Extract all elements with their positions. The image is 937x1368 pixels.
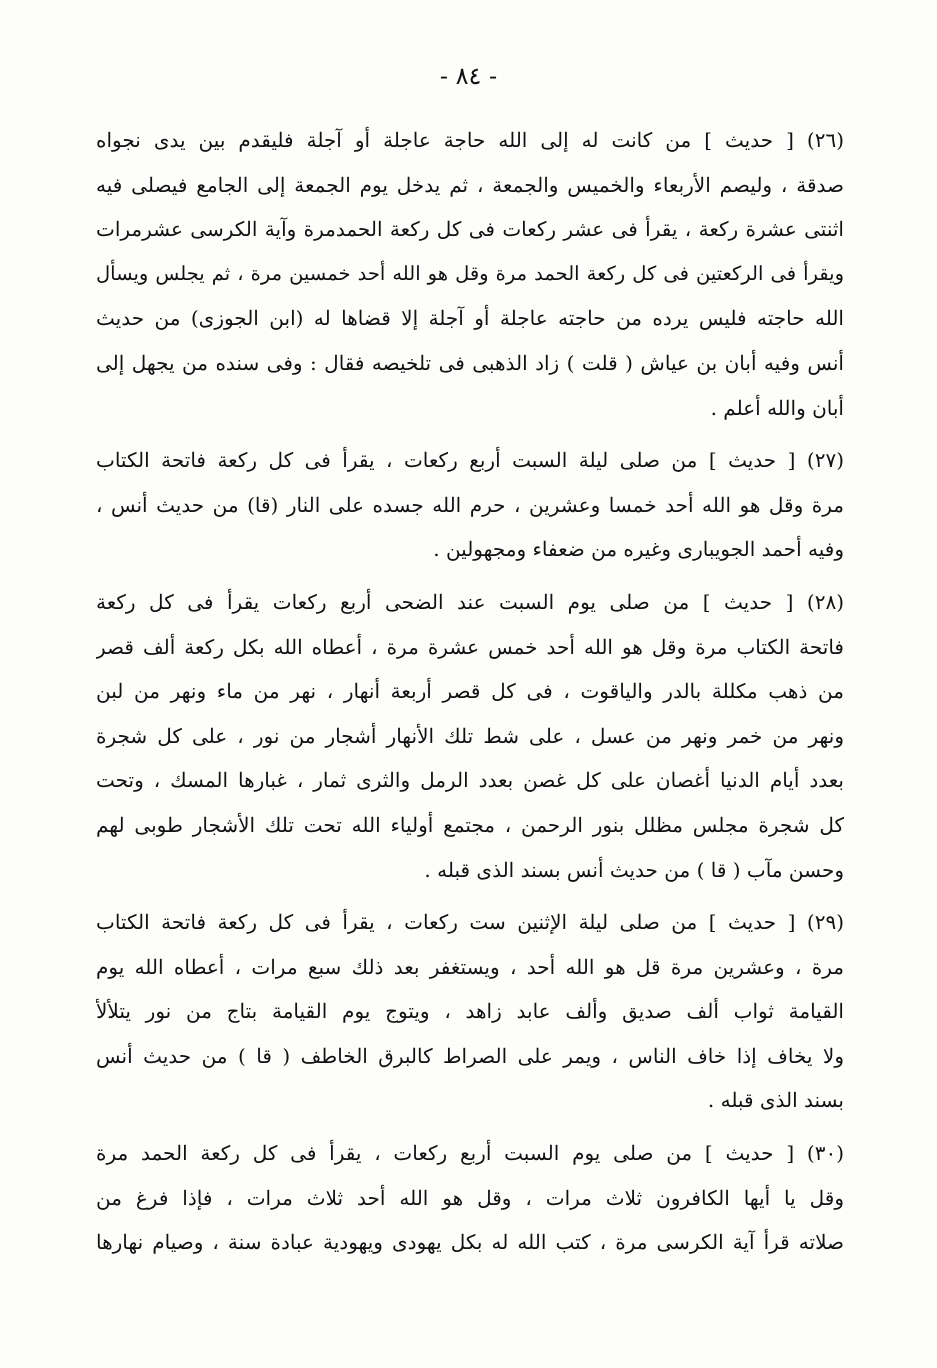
text-line: بسند الذى قبله . [707, 1088, 844, 1113]
text-line: بعدد أيام الدنيا أغصان على كل غصن بعدد الرمل والثرى ثمار ، غبارها المسك ، وتحت [96, 768, 844, 793]
paragraph-hadith-27 [96, 438, 844, 572]
text-line: وقل يا أيها الكافرون ثلاث مرات ، وقل هو الله أحد ثلاث مرات ، فإذا فرغ من [96, 1185, 844, 1210]
text-line: الله حاجته فليس يرده من حاجته عاجلة أو آجلة إلا قضاها له (ابن الجوزى) من حديث [96, 306, 844, 331]
page-number: - ٨٤ - [439, 62, 498, 90]
text-line: أبان والله أعلم . [710, 395, 844, 420]
text-body [96, 118, 844, 1273]
text-line: (٢٧) [ حديث ] من صلى ليلة السبت أربع ركعات ، يقرأ فى كل ركعة فاتحة الكتاب [96, 448, 844, 473]
text-line: القيامة ثواب ألف صديق وألف عابد زاهد ، ويتوج يوم القيامة بتاج من نور يتلألأ [96, 999, 844, 1024]
text-line: مرة وقل هو الله أحد خمسا وعشرين ، حرم الله جسده على النار (قا) من حديث أنس ، [96, 492, 844, 517]
text-line: (٢٩) [ حديث ] من صلى ليلة الإثنين ست ركعات ، يقرأ فى كل ركعة فاتحة الكتاب [96, 910, 844, 935]
text-line: (٣٠) [ حديث ] من صلى يوم السبت أربع ركعات ، يقرأ فى كل ركعة الحمد مرة [96, 1141, 844, 1166]
text-line: وفيه أحمد الجويبارى وغيره من ضعفاء ومجهولين . [433, 537, 844, 562]
text-line: ولا يخاف إذا خاف الناس ، ويمر على الصراط كالبرق الخاطف ( قا ) من حديث أنس [96, 1043, 844, 1068]
text-line: صلاته قرأ آية الكرسى مرة ، كتب الله له بكل يهودى ويهودية عبادة سنة ، وصيام نهارها [96, 1230, 844, 1255]
paragraph-hadith-26 [96, 118, 844, 430]
text-line: صدقة ، وليصم الأربعاء والخميس والجمعة ، ثم يدخل يوم الجمعة إلى الجامع فيصلى فيه [96, 172, 844, 197]
text-line: (٢٨) [ حديث ] من صلى يوم السبت عند الضحى أربع ركعات يقرأ فى كل ركعة [96, 589, 844, 614]
text-line: ونهر من خمر ونهر من عسل ، على شط تلك الأنهار أشجار من نور ، على كل شجرة [96, 723, 844, 748]
paragraph-hadith-30 [96, 1131, 844, 1265]
paragraph-hadith-28 [96, 580, 844, 892]
text-line: من ذهب مكللة بالدر والياقوت ، فى كل قصر أربعة أنهار ، نهر من ماء ونهر من لبن [96, 679, 844, 704]
text-line: مرة ، وعشرين مرة قل هو الله أحد ، ويستغفر بعد ذلك سبع مرات ، أعطاه الله يوم [96, 954, 844, 979]
paragraph-hadith-29 [96, 900, 844, 1123]
text-line: ويقرأ فى الركعتين فى كل ركعة الحمد مرة وقل هو الله أحد خمسين مرة ، ثم يجلس ويسأل [96, 261, 844, 285]
text-line: فاتحة الكتاب مرة وقل هو الله أحد خمس عشرة مرة ، أعطاه الله بكل ركعة ألف قصر [96, 634, 844, 659]
text-line: أنس وفيه أبان بن عياش ( قلت ) زاد الذهبى فى تلخيصه فقال : وفى سنده من يجهل إلى [96, 350, 844, 375]
text-line: كل شجرة مجلس مظلل بنور الرحمن ، مجتمع أولياء الله تحت تلك الأشجار طوبى لهم [96, 812, 844, 837]
text-line: (٢٦) [ حديث ] من كانت له إلى الله حاجة عاجلة أو آجلة فليقدم بين يدى نجواه [96, 128, 844, 152]
text-line: اثنتى عشرة ركعة ، يقرأ فى عشر ركعات فى كل ركعة الحمدمرة وآية الكرسى عشرمرات [96, 217, 844, 242]
text-line: وحسن مآب ( قا ) من حديث أنس بسند الذى قبله . [424, 857, 844, 882]
